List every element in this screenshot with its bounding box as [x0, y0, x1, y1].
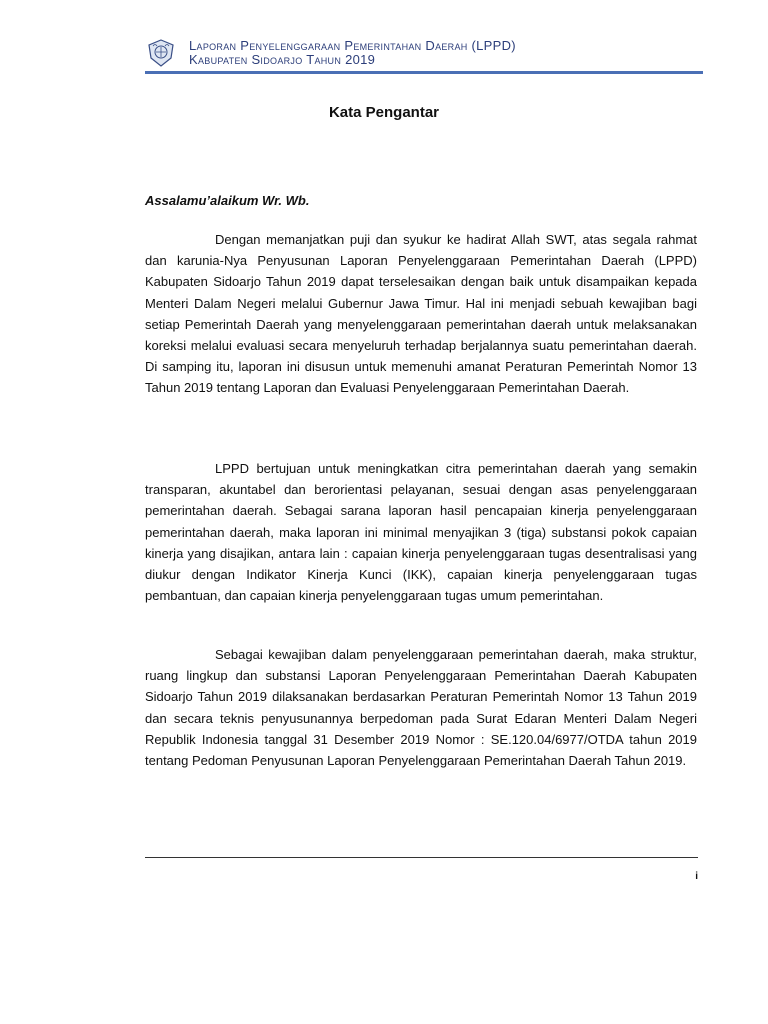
paragraph-3: Sebagai kewajiban dalam penyelenggaraan pemerintahan daerah, maka struktur, ruang lingkup dan substansi Laporan Penyelenggaraan Pemerintahan Daerah Kabupaten Sidoarjo Tahun 2019 dilaksanakan berdasarkan Peraturan Pemerintah Nomor 13 Tahun 2019 dan secara teknis penyusunannya berpedoman pada Surat Edaran Menteri Dalam Negeri Republik Indonesia tanggal 31 Desember 2019 Nomor : SE.120.04/6977/OTDA tahun 2019 tentang Pedoman Penyusunan Laporan Penyelenggaraan Pemerintahan Daerah Tahun 2019. — [145, 647, 697, 769]
page-title: Kata Pengantar — [328, 104, 440, 121]
paragraph-1: Dengan memanjatkan puji dan syukur ke hadirat Allah SWT, atas segala rahmat dan karunia-Nya Penyusunan Laporan Penyelenggaraan Pemerintahan Daerah (LPPD) Kabupaten Sidoarjo Tahun 2019 dapat terselesaikan dengan baik untuk disampaikan kepada Menteri Dalam Negeri melalui Gubernur Jawa Timur. Hal ini menjadi sebuah kewajiban bagi setiap Pemerintah Daerah yang menyelenggaraan pemerintahan daerah untuk melaksanakan koreksi melalui evaluasi secara menyeluruh terhadap berjalannya suatu pemerintahan daerah. Di samping itu, laporan ini disusun untuk memenuhi amanat Peraturan Pemerintah Nomor 13 Tahun 2019 tentang Laporan dan Evaluasi Penyelenggaraan Pemerintahan Daerah. — [145, 232, 697, 396]
page-number: i — [695, 871, 698, 882]
header-line-2: Kabupaten Sidoarjo Tahun 2019 — [189, 52, 376, 67]
document-header — [145, 38, 703, 74]
sidoarjo-crest-icon — [145, 38, 177, 68]
footer-rule — [145, 857, 698, 858]
paragraph-2: LPPD bertujuan untuk meningkatkan citra pemerintahan daerah yang semakin transparan, akuntabel dan berorientasi pelayanan, sesuai dengan asas penyelenggaraan pemerintahan daerah. Sebagai sarana laporan hasil pencapaian kinerja penyelenggaraan pemerintahan daerah, maka laporan ini minimal menyajikan 3 (tiga) substansi pokok capaian kinerja yang disajikan, antara lain : capaian kinerja penyelenggaraan tugas desentralisasi yang diukur dengan Indikator Kinerja Kunci (IKK), capaian kinerja penyelenggaraan tugas pembantuan, dan capaian kinerja penyelenggaraan tugas umum pemerintahan. — [145, 461, 697, 604]
header-rule — [145, 71, 703, 74]
header-titles — [189, 39, 516, 67]
header-line-1: Laporan Penyelenggaraan Pemerintahan Daerah (LPPD) — [189, 38, 516, 53]
greeting: Assalamu’alaikum Wr. Wb. — [145, 193, 310, 208]
